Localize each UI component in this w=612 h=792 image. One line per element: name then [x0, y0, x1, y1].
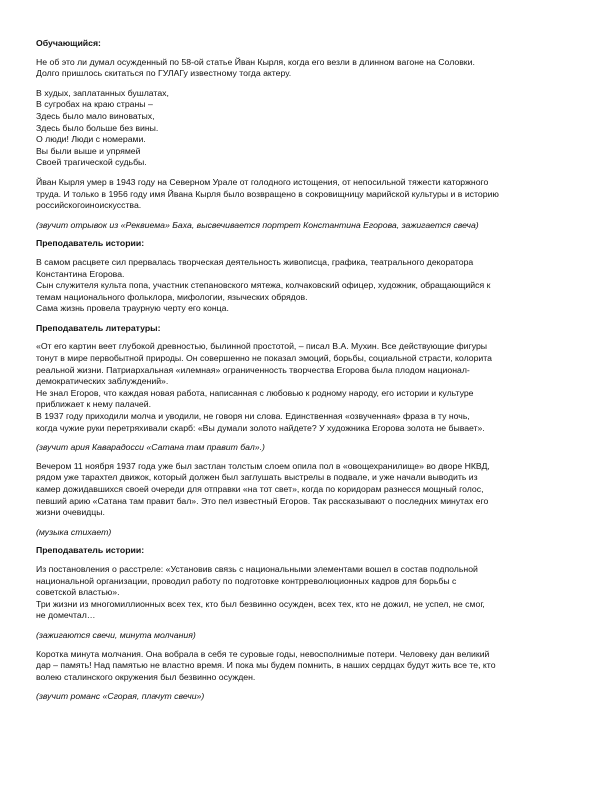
- text-line: не домечтал…: [36, 610, 96, 621]
- speaker-heading-student: Обучающийся:: [36, 38, 101, 48]
- poem-line: В худых, заплатанных бушлатах,: [36, 87, 169, 98]
- poem-line: Вы были выше и упрямей: [36, 145, 141, 156]
- text-line: рядом уже тарахтел движок, который должен был заглушать выстрелы в подвале, и уже начали выводить из: [36, 472, 478, 483]
- stage-direction: (звучит романс «Сгорая, плачут свечи»): [36, 691, 205, 702]
- paragraph-verdict: [36, 564, 582, 622]
- text-line: демократических заблуждений».: [36, 376, 169, 387]
- text-line: Вечером 11 ноября 1937 года уже был застлан толстым слоем опила пол в «овощехранилище» во дворе НКВД,: [36, 460, 490, 471]
- text-line: Константина Егорова.: [36, 268, 125, 279]
- text-line: Из постановления о расстреле: «Установив связь с национальными элементами вошел в состав подпольной: [36, 563, 478, 574]
- poem: [36, 88, 582, 169]
- speaker-heading-literature-teacher: Преподаватель литературы:: [36, 322, 161, 333]
- text-line: национальной организации, проводил работу по подготовке контрреволюционных кадров для борьбы с: [36, 575, 457, 586]
- paragraph-egorov-intro: [36, 257, 582, 315]
- poem-line: О люди! Люди с номерами.: [36, 134, 146, 145]
- text-line: темам национального фольклора, мифологии, языческих обрядов.: [36, 291, 308, 302]
- paragraph-kyrlya-death: [36, 177, 582, 212]
- text-line: дар – память! Над памятью не властно время. И пока мы будем помнить, в наших сердцах будут жить все те, кто: [36, 660, 496, 671]
- text-line: реальной жизни. Патриархальная «илемная» ограниченность творчества Егорова была плодом национал-: [36, 364, 470, 375]
- text-line: «От его картин веет глубокой древностью, былинной простотой, – писал В.А. Мухин. Все действующие фигуры: [36, 341, 488, 352]
- poem-line: Своей трагической судьбы.: [36, 157, 147, 168]
- text-line: Йван Кырля умер в 1943 году на Северном Урале от голодного истощения, от непосильной тяжести каторжного: [36, 176, 489, 187]
- text-line: Три жизни из многомиллионных всех тех, кто был безвинно осужден, всех тех, кто не дожил, не успел, не смог,: [36, 598, 485, 609]
- text-line: Не знал Егоров, что каждая новая работа, написанная с любовью к родному народу, его истории и культуре: [36, 387, 474, 398]
- poem-line: В сугробах на краю страны –: [36, 99, 153, 110]
- text-line: советской властью».: [36, 587, 120, 598]
- stage-direction: (звучит ария Каварадосси «Сатана там правит бал».): [36, 442, 265, 453]
- text-line: приближает к нему палачей.: [36, 399, 152, 410]
- text-line: российскогоиноискусства.: [36, 200, 142, 211]
- stage-direction: (музыка стихает): [36, 526, 112, 537]
- text-line: Сама жизнь провела траурную черту его конца.: [36, 303, 229, 314]
- speaker-heading-history-teacher: Преподаватель истории:: [36, 545, 145, 556]
- paragraph-kyrlya-intro: [36, 57, 582, 80]
- paragraph-mukhin-quote: [36, 341, 582, 434]
- text-line: труда. И только в 1956 году имя Йвана Кырля было возвращено в сокровищницу марийской культуры и в историю: [36, 188, 499, 199]
- text-line: Коротка минута молчания. Она вобрала в себя те суровые годы, невосполнимые потери. Человеку дан великий: [36, 648, 490, 659]
- text-line: Не об это ли думал осужденный по 58-ой статье Йван Кырля, когда его везли в длинном вагоне на Соловки.: [36, 56, 475, 67]
- stage-direction: (звучит отрывок из «Реквиема» Баха, высвечивается портрет Константина Егорова, зажигается свеча): [36, 219, 479, 230]
- paragraph-execution-night: [36, 461, 582, 519]
- text-line: Долго пришлось скитаться по ГУЛАГу известному тогда актеру.: [36, 68, 292, 79]
- text-line: В самом расцвете сил прервалась творческая деятельность живописца, графика, театрального декоратора: [36, 256, 474, 267]
- text-line: В 1937 году приходили молча и уводили, не говоря ни слова. Единственная «озвученная» фраза в ту ночь,: [36, 411, 470, 422]
- text-line: певший арию «Сатана там правит бал». Это пел известный Егоров. Так рассказывают о последних минутах его: [36, 495, 489, 506]
- poem-line: Здесь было мало виноватых,: [36, 110, 155, 121]
- text-line: тонут в мире первобытной природы. Он совершенно не показал эмоций, борьбы, социальной страсти, колорита: [36, 353, 492, 364]
- text-line: Сын служителя культа попа, участник степановского мятежа, колчаковский офицер, художник, обращающийся к: [36, 280, 491, 291]
- text-line: когда чужие руки перетряхивали скарб: «Вы думали золото найдете? У художника Егорова золота не бывает».: [36, 422, 485, 433]
- poem-line: Здесь было больше без вины.: [36, 122, 159, 133]
- text-line: жизни очевидцы.: [36, 507, 105, 518]
- speaker-heading-history-teacher: Преподаватель истории:: [36, 238, 145, 249]
- text-line: волею сталинского окружения был безвинно осужден.: [36, 671, 256, 682]
- stage-direction: (зажигаются свечи, минута молчания): [36, 629, 196, 640]
- paragraph-moment-of-silence: [36, 649, 582, 684]
- text-line: камер дожидавшихся своей очереди для отправки «на тот свет», когда по коридорам разнесся мощный голос,: [36, 484, 484, 494]
